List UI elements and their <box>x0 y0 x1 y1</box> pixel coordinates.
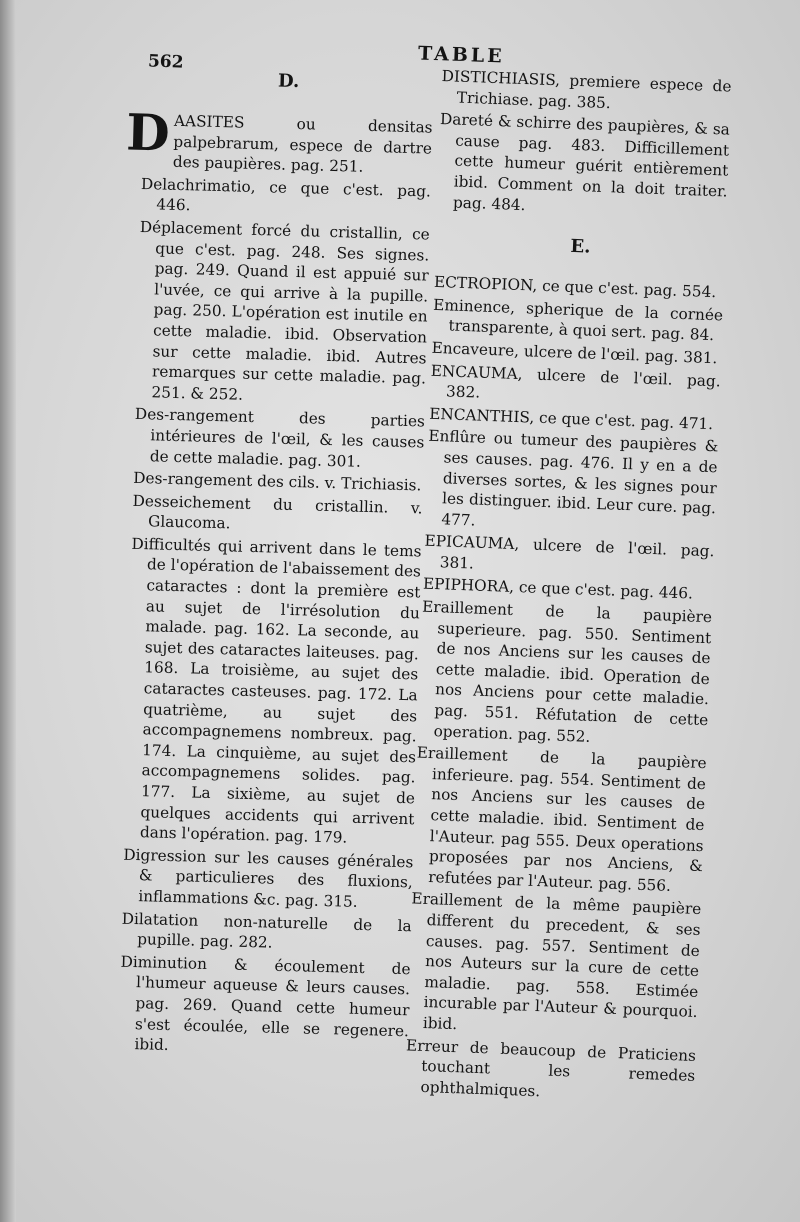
index-entry: DISTICHIASIS, premiere espece de Trichiase. pag. 385. <box>441 66 732 112</box>
index-entry: Des-rangement des cils. v. Trichiasis. <box>133 468 422 495</box>
drop-cap: D <box>125 102 171 163</box>
index-entry: Digression sur les causes générales & particulieres des fluxions, inflammations &c. pag. 315. <box>123 845 414 911</box>
index-entry: ENCANTHIS, ce que c'est. pag. 471. <box>428 404 714 433</box>
index-entry: Difficultés qui arrivent dans le tems de l'opération de l'abaissement des cataractes : dont la première est au sujet de l'irrésolution du malade. pag. 162. La seconde, au sujet des cataractes laiteuses. pag. 168. La troisième, au sujet des cataractes casteuses. pag. 172. La quatrième, au sujet des accompagnemens nombreux. pag. 174. La cinquième, au sujet des accompagnemens solides. pag. 177. La sixième, au sujet de quelques accidents qui arrivent dans l'opération. pag. 179. <box>131 534 422 847</box>
left-column <box>118 68 434 1064</box>
index-entry-text: AASITES ou densitas palpebrarum, espece de dartre des paupières. pag. 251. <box>172 111 433 176</box>
running-title: TABLE <box>417 42 506 68</box>
section-letter-e: E. <box>570 235 591 258</box>
index-entry: ENCAUMA, ulcere de l'œil. pag. 382. <box>430 361 721 402</box>
right-column <box>404 66 732 1109</box>
index-entry: Dilatation non-naturelle de la pupille. pag. 282. <box>121 909 412 952</box>
index-entry: EPICAUMA, ulcere de l'œil. pag. 381. <box>424 531 715 573</box>
index-entry: Encaveure, ulcere de l'œil. pag. 381. <box>431 338 718 368</box>
index-entry: Eraillement de la même paupière different du precedent, & ses causes. pag. 557. Sentiment de nos Auteurs sur la cure de cette maladie. pag. 558. Estimée incurable par l'Auteur & pourquoi. ibid. <box>411 889 702 1034</box>
book-spine-shadow <box>0 0 16 1222</box>
index-entry: ECTROPION, ce que c'est. pag. 554. <box>433 273 717 302</box>
index-entry: EPIPHORA, ce que c'est. pag. 446. <box>422 575 694 604</box>
section-letter-d: D. <box>277 70 300 93</box>
index-entry: Déplacement forcé du cristallin, ce que c'est. pag. 248. Ses signes. pag. 249. Quand il est appuié sur l'uvée, ce qui arrive à la pupille. pag. 250. L'opération est inutile en cette maladie. ibid. Observation sur cette maladie. ibid. Autres remarques sur cette maladie. pag. 251. & 252. <box>139 217 430 404</box>
index-entry: Desseichement du cristallin. v. Glaucoma. <box>132 491 423 533</box>
index-entry: Diminution & écoulement de l'humeur aqueuse & leurs causes. pag. 269. Quand cette humeur s'est écoulée, elle se regenere. ibid. <box>120 952 411 1055</box>
index-entry: Eraillement de la paupière inferieure. pag. 554. Sentiment de nos Anciens sur les causes de cette maladie. ibid. Sentiment de l'Auteur. pag 555. Deux operations proposées par nos Anciens, & refutées par l'Auteur. pag. 556. <box>416 743 707 895</box>
index-entry: Des-rangement des parties intérieures de l'œil, & les causes de cette maladie. pag. 301. <box>134 405 426 471</box>
index-entry <box>125 102 433 179</box>
index-entry: Dareté & schirre des paupières, & sa cause pag. 483. Difficillement cette humeur guérit entièrement ibid. Comment on la doit traiter. pag. 484. <box>439 110 731 214</box>
index-entry: Eraillement de la paupière superieure. pag. 550. Sentiment de nos Anciens sur les causes de cette maladie. ibid. Operation de nos Anciens pour cette maladie. pag. 551. Réfutation de cette operation. pag. 552. <box>421 597 713 746</box>
page-number: 562 <box>147 51 184 73</box>
index-entry: Enflûre ou tumeur des paupières & ses causes. pag. 476. Il y en a de diverses sortes, & les signes pour les distinguer. ibid. Leur cure. pag. 477. <box>428 427 719 530</box>
index-entry: Erreur de beaucoup de Praticiens touchant les remedes ophthalmiques. <box>405 1035 697 1100</box>
index-entry: Eminence, spherique de la cornée transparente, à quoi sert. pag. 84. <box>432 295 724 345</box>
index-entry: Delachrimatio, ce que c'est. pag. 446. <box>140 174 432 215</box>
